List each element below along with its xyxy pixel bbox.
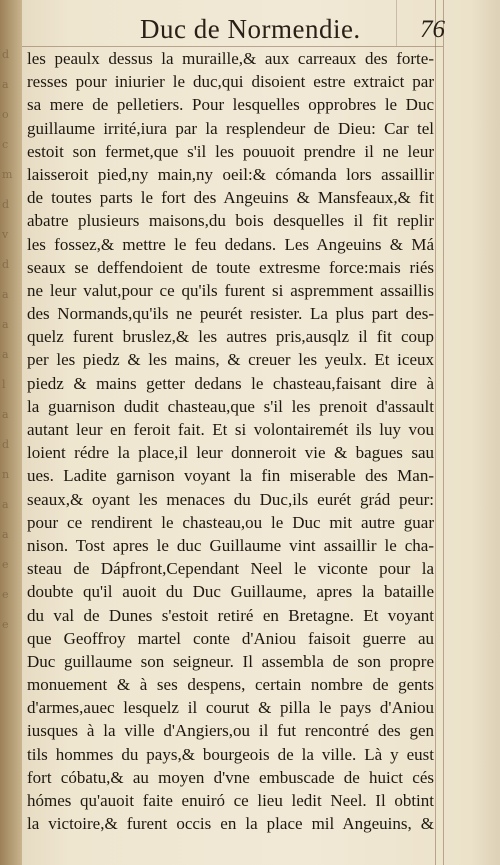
margin-fragment: e — [2, 588, 9, 601]
margin-fragment: d — [2, 438, 10, 451]
margin-fragment: a — [2, 348, 9, 361]
page-number: 76 — [420, 16, 445, 43]
margin-fragment: d — [2, 48, 10, 61]
margin-fragment: o — [2, 108, 9, 121]
text-line: laisseroit pied,ny main,ny oeil:& cómanda lors assaillir — [27, 164, 434, 184]
text-line: d'armes,auec lesquelz il courut & pilla le pays d'Aniou — [27, 698, 434, 718]
text-line: iusques à la ville d'Angiers,ou il fut rencontré des gen — [27, 721, 434, 741]
page-edge-shading — [470, 0, 500, 865]
text-line: la guarnison dudit chasteau,que s'il les prenoit d'assault — [27, 396, 434, 416]
right-margin-rule-outer — [443, 0, 444, 865]
text-line: des Normands,qu'ils ne peurét resister. La plus part des- — [27, 304, 434, 324]
text-line: guillaume irrité,iura par la resplendeur de Dieu: Car tel — [27, 118, 434, 138]
margin-fragment: m — [2, 168, 13, 181]
text-line: hómes qu'auoit faite enuiró ce lieu ledit Neel. Il obtint — [27, 791, 434, 810]
running-head-title: Duc de Normendie. — [140, 14, 361, 44]
margin-fragment: d — [2, 198, 10, 211]
text-line: doubte qu'il auoit du Duc Guillaume, apres la bataille — [27, 582, 434, 602]
text-line: sa mere de pelletiers. Pour lesquelles opprobres le Duc — [27, 95, 434, 115]
text-line: Duc guillaume son seigneur. Il assembla de son propre — [27, 651, 434, 671]
text-line: les fossez,& mettre le feu dedans. Les Angeuins & Má — [27, 234, 434, 254]
text-line: les peaulx dessus la muraille,& aux carreaux des forte- — [27, 49, 434, 68]
text-line: tils hommes du pays,& bourgeois de la ville. Là y eust — [27, 744, 434, 764]
text-line: de toutes parts le fort des Angeuins & Mansfeaux,& fit — [27, 188, 434, 208]
margin-fragment: a — [2, 408, 9, 421]
text-line: per les piedz & les mains, & creuer les yeulx. Et iceux — [27, 350, 434, 370]
facing-page-margin-fragments — [2, 40, 24, 840]
text-line: piedz & mains getter dedans le chasteau,faisant dire à — [27, 373, 434, 393]
margin-fragment: c — [2, 138, 9, 151]
margin-fragment: v — [2, 228, 9, 241]
text-line: fort cóbatu,& au moyen d'vne embuscade de huict cés — [27, 767, 434, 787]
body-text — [27, 47, 434, 835]
text-line: ne leur valut,pour ce qu'ils furent si aspremment assaillis — [27, 280, 434, 300]
text-line: seaux,& oyant les menaces du Duc,ils eurét grád peur: — [27, 489, 434, 509]
text-line: que Geoffroy martel conte d'Aniou faisoit guerre au — [27, 628, 434, 648]
text-line: loient rédre la place,il leur donneroit vie & bagues sau — [27, 443, 434, 463]
text-line: la victoire,& furent occis en la place mil Angeuins, & — [27, 814, 434, 834]
text-line: autant leur en feroit fait. Et si volontairemét ils luy vou — [27, 420, 434, 439]
text-line: estoit son fermet,que s'il les pouuoit prendre il ne leur — [27, 141, 434, 161]
text-line: steau de Dápfront,Cependant Neel le viconte pour la — [27, 559, 434, 579]
margin-fragment: a — [2, 318, 9, 331]
text-line: pour ce rendirent le chasteau,ou le Duc mit autre guar — [27, 512, 434, 532]
text-line: nison. Tost apres le duc Guillaume vint assaillir le cha- — [27, 535, 434, 555]
margin-fragment: e — [2, 618, 9, 631]
margin-fragment: e — [2, 558, 9, 571]
header-divider — [396, 0, 397, 46]
margin-fragment: d — [2, 258, 10, 271]
margin-fragment: a — [2, 78, 9, 91]
text-line: monuement & à ses despens, certain nombre de gents — [27, 675, 434, 695]
margin-fragment: l — [2, 378, 6, 391]
text-line: abatre plusieurs maisons,du bois desquelles il fit replir — [27, 211, 434, 231]
text-line: resses pour iniurier le duc,qui disoient estre extraict par — [27, 72, 434, 92]
margin-fragment: a — [2, 288, 9, 301]
text-line: seaux se deffendoient de toute extresme force:mais riés — [27, 257, 434, 277]
right-margin-rule — [435, 0, 436, 865]
text-line: ues. Ladite garnison voyant la fin miserable des Man- — [27, 466, 434, 486]
book-page — [22, 0, 500, 865]
margin-fragment: a — [2, 528, 9, 541]
margin-fragment: n — [2, 468, 10, 481]
text-line: du val de Dunes s'estoit retiré en Bretagne. Et voyant — [27, 605, 434, 625]
text-line: quelz furent bruslez,& les autres pris,ausqlz il fit coup — [27, 327, 434, 347]
margin-fragment: a — [2, 498, 9, 511]
